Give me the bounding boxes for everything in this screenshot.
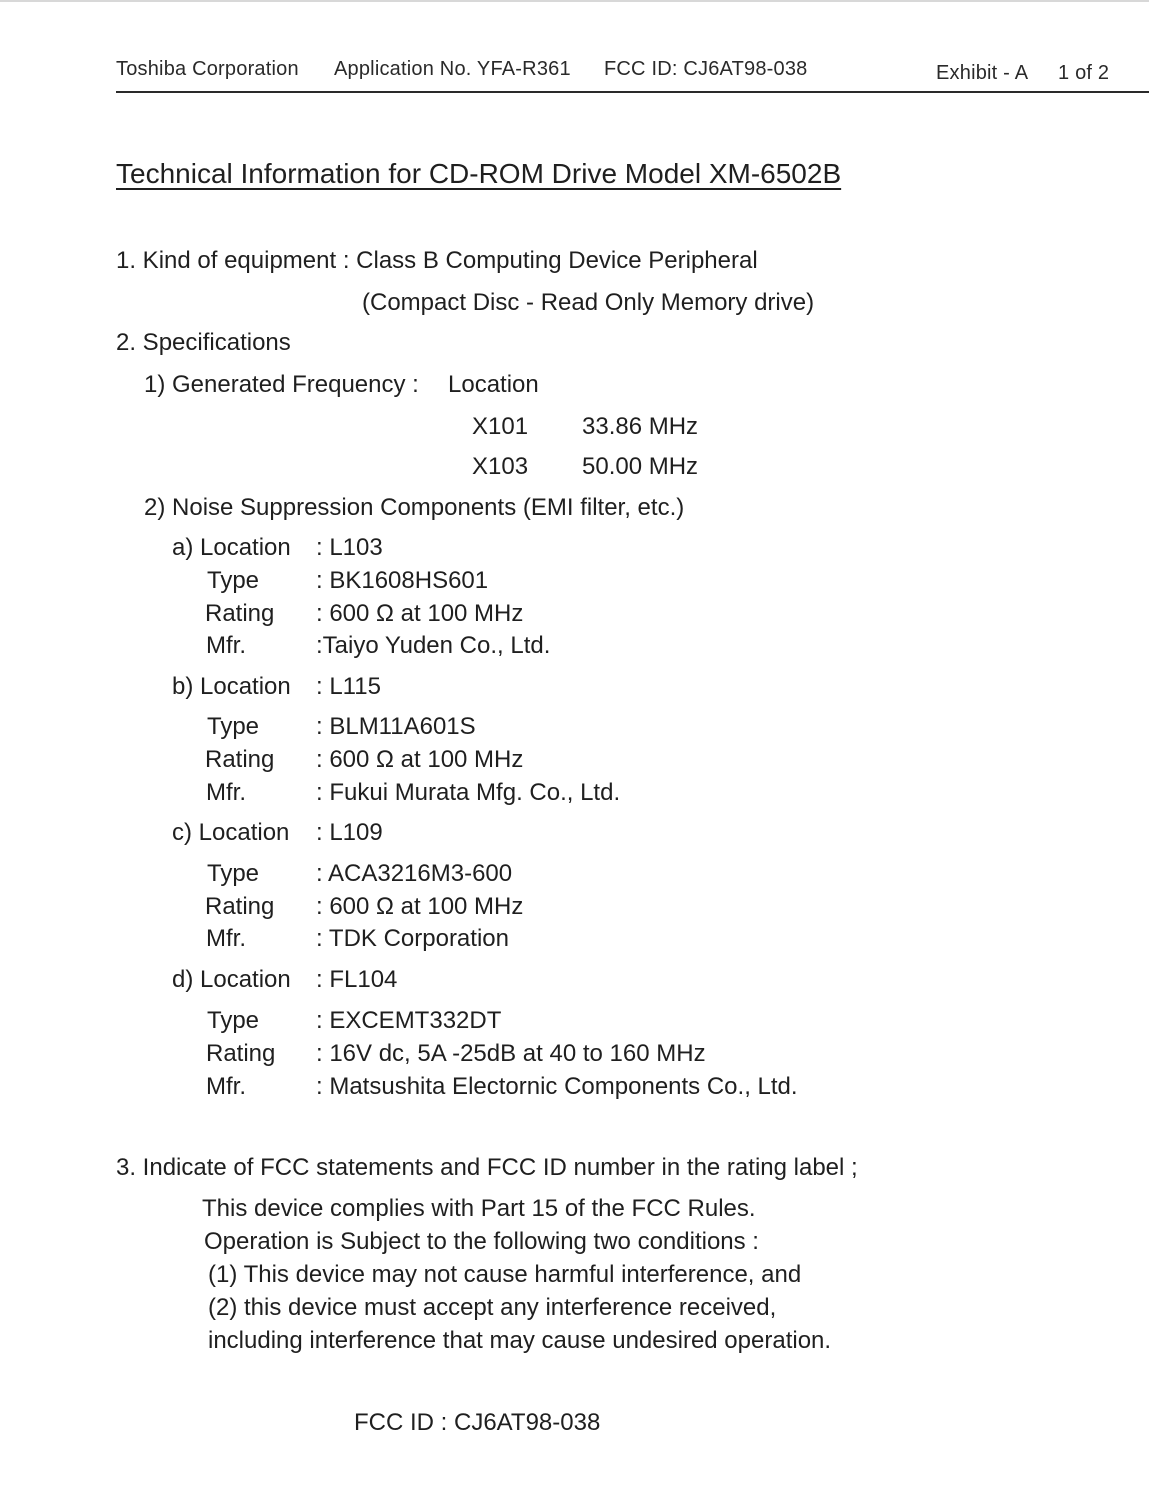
component-location: : L103: [316, 534, 383, 561]
component-location-label: b) Location: [172, 673, 291, 700]
component-type-label: Type: [207, 713, 260, 740]
fcc-statement-line: (2) this device must accept any interference received,: [208, 1294, 777, 1321]
section3-label: 3. Indicate of FCC statements and FCC ID number in the rating label ;: [116, 1154, 858, 1181]
scan-edge-line: [0, 0, 1149, 2]
page-title: Technical Information for CD-ROM Drive Model XM-6502B: [116, 158, 842, 189]
component-type: : BK1608HS601: [316, 567, 489, 594]
component-type: : BLM11A601S: [316, 713, 476, 740]
frequency-location: X101: [472, 413, 529, 440]
header-application: Application No. YFA-R361: [334, 58, 571, 80]
component-mfr: :Taiyo Yuden Co., Ltd.: [316, 632, 551, 659]
fcc-statement-line: This device complies with Part 15 of the FCC Rules.: [202, 1195, 756, 1222]
component-rating: : 16V dc, 5A -25dB at 40 to 160 MHz: [316, 1040, 706, 1067]
noise-suppression-label: 2) Noise Suppression Components (EMI filter, etc.): [144, 494, 685, 521]
frequency-location-header: Location: [448, 371, 539, 398]
component-mfr: : Matsushita Electornic Components Co., Ltd.: [316, 1073, 798, 1100]
component-rating: : 600 Ω at 100 MHz: [316, 600, 524, 627]
component-location-label: a) Location: [172, 534, 291, 561]
component-location-label: c) Location: [172, 819, 290, 846]
header-exhibit: Exhibit - A: [936, 62, 1029, 84]
component-type-label: Type: [207, 860, 260, 887]
header-fcc-id: FCC ID: CJ6AT98-038: [604, 58, 808, 80]
component-rating-label: Rating: [206, 1040, 276, 1067]
component-type-label: Type: [207, 567, 260, 594]
component-mfr-label: Mfr.: [206, 925, 246, 952]
component-mfr: : TDK Corporation: [316, 925, 509, 952]
section1-label: 1. Kind of equipment : Class B Computing Device Peripheral: [116, 247, 758, 274]
component-rating-label: Rating: [205, 600, 275, 627]
component-type: : EXCEMT332DT: [316, 1007, 502, 1034]
frequency-value: 33.86 MHz: [582, 413, 699, 440]
component-location: : L115: [316, 673, 381, 700]
component-mfr-label: Mfr.: [206, 1073, 246, 1100]
frequency-value: 50.00 MHz: [582, 453, 699, 480]
component-mfr-label: Mfr.: [206, 779, 246, 806]
fcc-statement-line: (1) This device may not cause harmful interference, and: [208, 1261, 802, 1288]
component-type: : ACA3216M3-600: [316, 860, 513, 887]
component-location: : L109: [316, 819, 383, 846]
fcc-statement-line: including interference that may cause undesired operation.: [208, 1327, 832, 1354]
section1-detail: (Compact Disc - Read Only Memory drive): [362, 289, 815, 316]
component-rating-label: Rating: [205, 746, 275, 773]
header-company: Toshiba Corporation: [116, 58, 299, 80]
generated-frequency-label: 1) Generated Frequency :: [144, 371, 419, 398]
header-page-number: 1 of 2: [1058, 62, 1110, 84]
component-location-label: d) Location: [172, 966, 291, 993]
component-type-label: Type: [207, 1007, 260, 1034]
frequency-location: X103: [472, 453, 529, 480]
header-rule: [116, 91, 1149, 93]
component-mfr: : Fukui Murata Mfg. Co., Ltd.: [316, 779, 621, 806]
component-mfr-label: Mfr.: [206, 632, 246, 659]
component-rating: : 600 Ω at 100 MHz: [316, 893, 524, 920]
component-rating-label: Rating: [205, 893, 275, 920]
component-rating: : 600 Ω at 100 MHz: [316, 746, 524, 773]
section2-label: 2. Specifications: [116, 329, 291, 356]
component-location: : FL104: [316, 966, 398, 993]
footer-fcc-id: FCC ID : CJ6AT98-038: [354, 1409, 601, 1436]
fcc-statement-line: Operation is Subject to the following two conditions :: [204, 1228, 759, 1255]
